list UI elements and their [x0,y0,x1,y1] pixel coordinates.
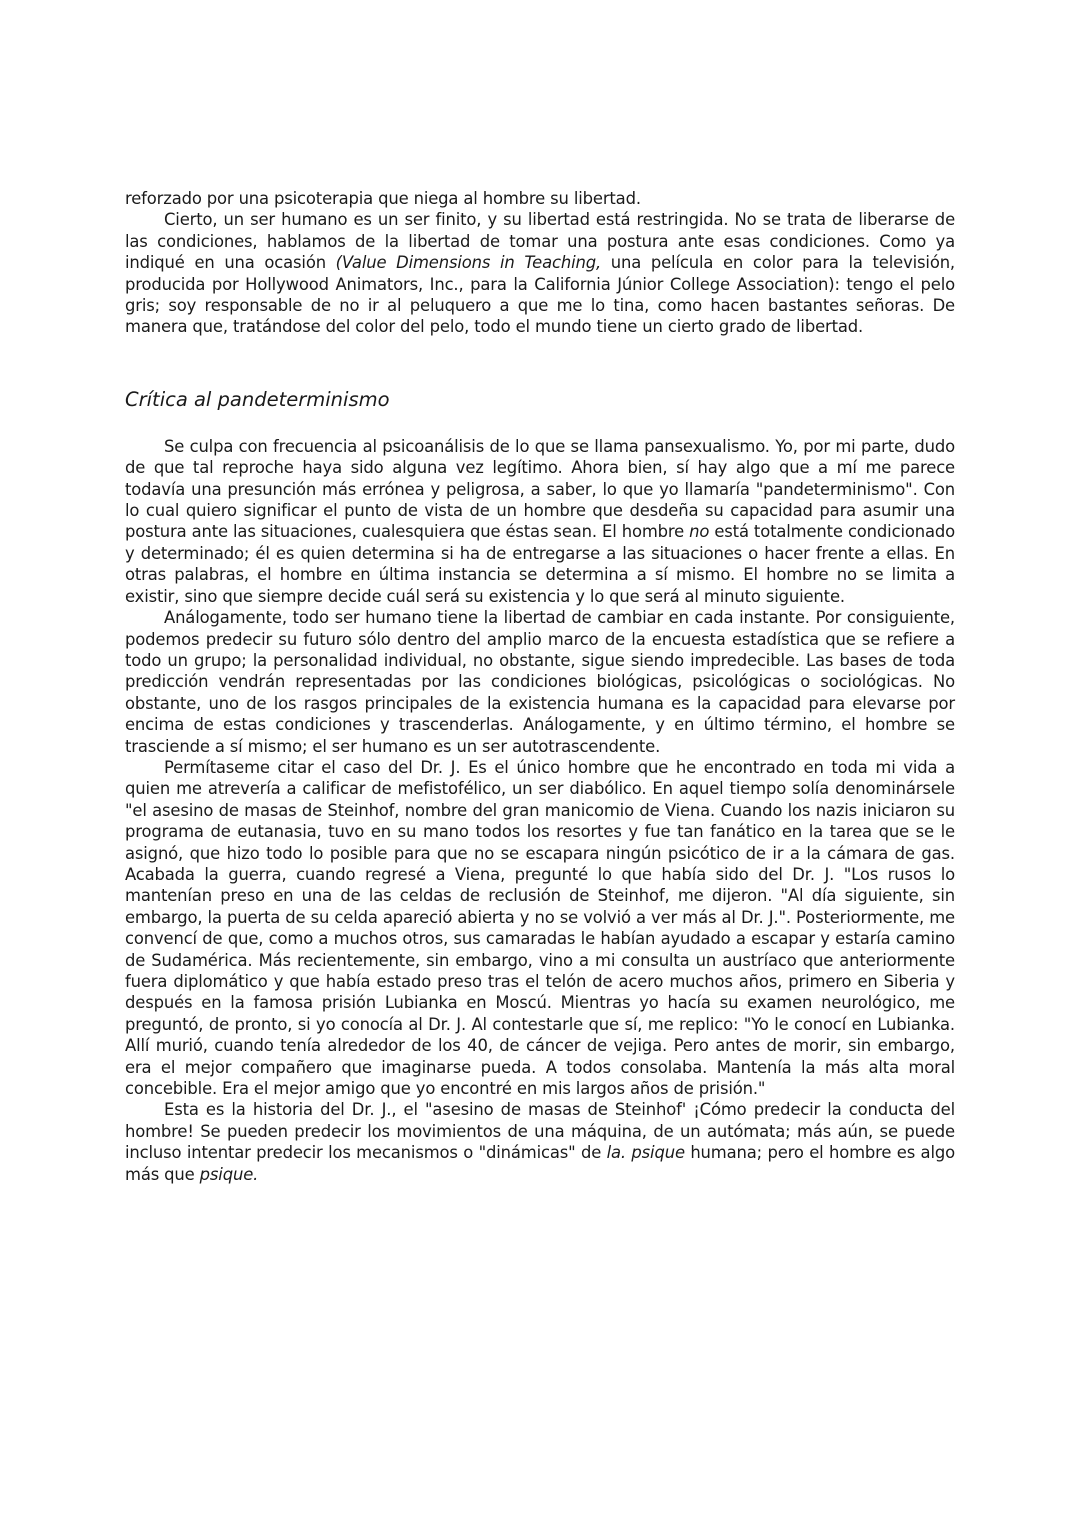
text-run: Permítaseme citar el caso del Dr. J. Es el único hombre que he encontrado en toda mi vida a quien me atrevería a calificar de mefistofélico, un ser diabólico. En aquel tiempo solía denominársele "el asesino de masas de Steinhof, nombre del gran manicomio de Viena. Cuando los nazis iniciaron su programa de eutanasia, tuvo en su mano todos los resortes y fue tan fanático en la tarea que se le asignó, que hizo todo lo posible para que no se escapara ningún psicótico de ir a la cámara de gas. Acabada la guerra, cuando regresé a Viena, pregunté lo que había sido del Dr. J. "Los rusos lo mantenían preso en una de las celdas de reclusión de Steinhof, me dijeron. "Al día siguiente, sin embargo, la puerta de su celda apareció abierta y no se volvió a ver más al Dr. J.". Posteriormente, me convencí de que, como a muchos otros, sus camaradas le habían ayudado a escapar y estaría camino de Sudamérica. Más recientemente, sin embargo, vino a mi consulta un austríaco que anteriormente fuera diplomático y que había estado preso tras el telón de acero muchos años, primero en Siberia y después en la famosa prisión Lubianka en Moscú. Mientras yo hacía su examen neurológico, me preguntó, de pronto, si yo conocía al Dr. J. Al contestarle que sí, me replico: "Yo le conocí en Lubianka. Allí murió, cuando tenía alrededor de los 40, de cáncer de vejiga. Pero antes de morir, sin embargo, era el mejor compañero que imaginarse pueda. A todos consolaba. Mantenía la más alta moral concebible. Era el mejor amigo que yo encontré en mis largos años de prisión." [125,757,955,1099]
text-run: reforzado por una psicoterapia que niega al hombre su libertad. [125,189,641,208]
paragraph [125,757,955,1100]
text-run: Esta es la historia del Dr. J., el "asesino de masas de Steinhof' ¡Cómo predecir la conducta del hombre! Se pueden predecir los movimientos de una máquina, de un autómata; más aún, se puede incluso intentar predecir los mecanismos o "dinámicas" de [125,1100,955,1163]
text-run: Se culpa con frecuencia al psicoanálisis de lo que se llama pansexualismo. Yo, por mi parte, dudo de que tal reproche haya sido alguna vez legítimo. Ahora bien, sí hay algo que a mí me parece todavía una presunción más errónea y peligrosa, a saber, lo que yo llamaría "pandeterminismo". Con lo cual quiero significar el punto de vista de un hombre que desdeña su capacidad para asumir una postura ante las situaciones, cualesquiera que éstas sean. El hombre [125,436,955,542]
paragraph [125,607,955,757]
section-heading-wrap [125,388,955,412]
intro-block [125,188,955,338]
paragraph [125,1099,955,1185]
italic-text: la. psique [606,1143,685,1163]
section-body [125,436,955,1185]
text-run: humana; pero el hombre es algo más que [125,1143,955,1184]
italic-text: psique. [199,1164,259,1184]
paragraph [125,436,955,607]
italic-text: no [689,522,710,542]
italic-text: (Value Dimensions in Teaching, [335,253,602,273]
section-heading: Crítica al pandeterminismo [125,387,390,411]
text-run: Cierto, un ser humano es un ser finito, y su libertad está restringida. No se trata de liberarse de las condiciones, hablamos de la libertad de tomar una postura ante esas condiciones. Como ya indiqué en una ocasión [125,210,955,273]
paragraph [125,188,955,209]
text-run: Análogamente, todo ser humano tiene la libertad de cambiar en cada instante. Por consiguiente, podemos predecir su futuro sólo dentro del amplio marco de la encuesta estadística que se refiere a todo un grupo; la personalidad individual, no obstante, sigue siendo impredecible. Las bases de toda predicción vendrán representadas por las condiciones biológicas, psicológicas o sociológicas. No obstante, uno de los rasgos principales de la existencia humana es la capacidad para elevarse por encima de estas condiciones y trascenderlas. Análogamente, y en último término, el hombre se trasciende a sí mismo; el ser humano es un ser autotrascendente. [125,608,955,756]
document-page [125,188,955,1185]
text-run: una película en color para la televisión, producida por Hollywood Animators, Inc., para la California Júnior College Association): tengo el pelo gris; soy responsable de no ir al peluquero a que me lo tina, como hacen bastantes señoras. De manera que, tratándose del color del pelo, todo el mundo tiene un cierto grado de libertad. [125,253,955,337]
text-run: está totalmente condicionado y determinado; él es quien determina si ha de entregarse a las situaciones o hacer frente a ellas. En otras palabras, el hombre en última instancia se determina a sí mismo. El hombre no se limita a existir, sino que siempre decide cuál será su existencia y lo que será al minuto siguiente. [125,522,955,606]
paragraph [125,209,955,337]
